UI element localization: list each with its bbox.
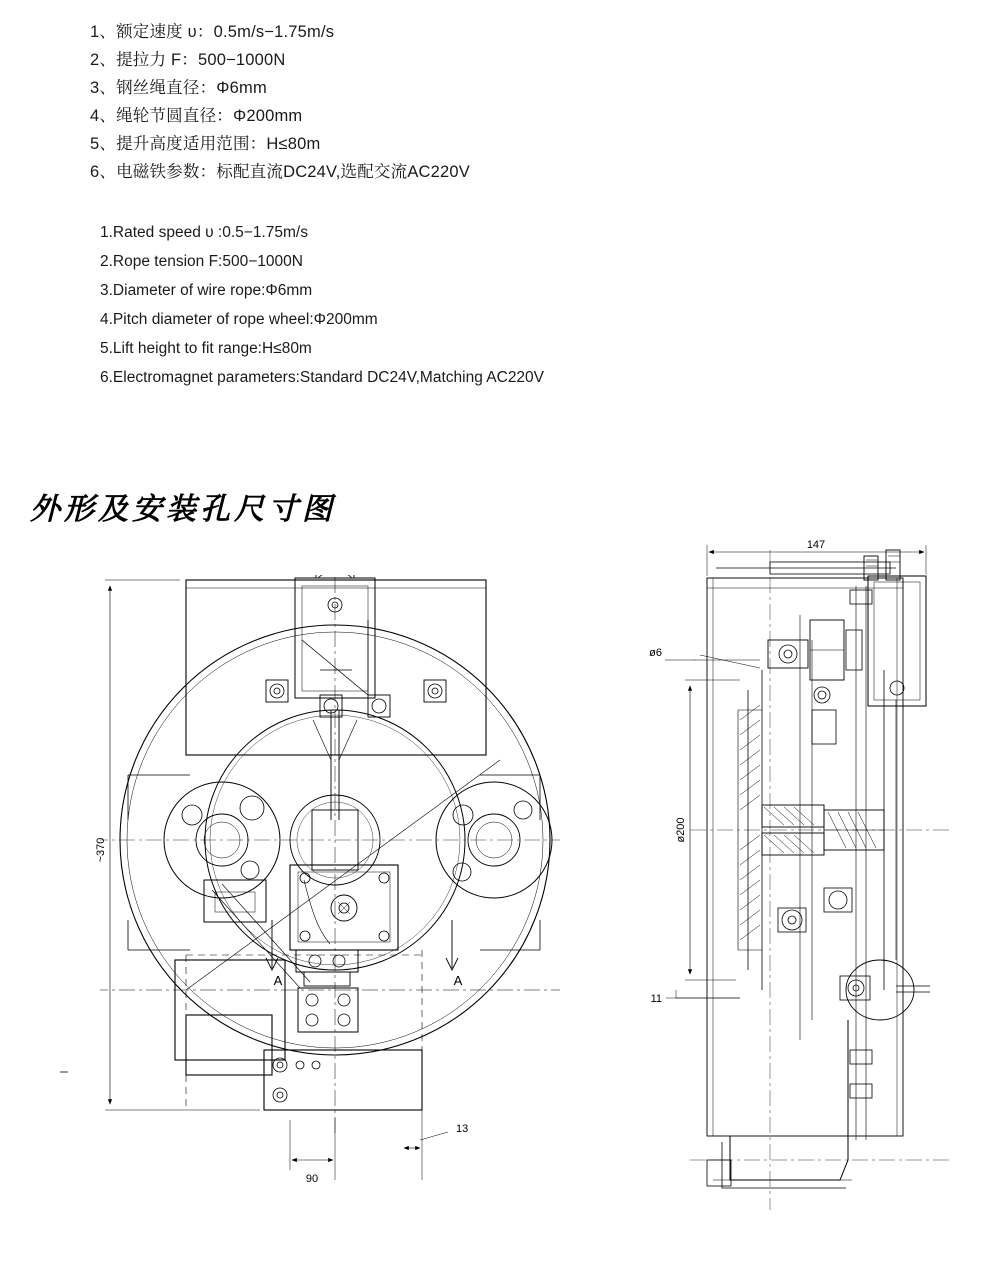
technical-drawing bbox=[0, 520, 1000, 1220]
dimension-labels bbox=[95, 539, 825, 1185]
spec-en-4: 4.Pitch diameter of rope wheel:Φ200mm bbox=[100, 311, 378, 328]
dim-rope-diameter: ø6 bbox=[649, 647, 662, 659]
spec-en-3: 3.Diameter of wire rope:Φ6mm bbox=[100, 282, 313, 299]
spec-en-2: 2.Rope tension F:500−1000N bbox=[100, 253, 303, 270]
spec-cn-1: 1、额定速度 υ：0.5m/s−1.75m/s bbox=[90, 23, 335, 41]
section-markers bbox=[266, 920, 458, 970]
dim-height-370: ~370 bbox=[95, 837, 107, 863]
spec-en-5: 5.Lift height to fit range:H≤80m bbox=[100, 340, 312, 357]
dim-wheel-diameter: ø200 bbox=[675, 817, 687, 843]
section-label-a-left: A bbox=[273, 973, 283, 988]
spec-cn-4: 4、绳轮节圆直径：Φ200mm bbox=[90, 107, 303, 125]
front-view-dimensions bbox=[105, 580, 448, 1180]
dim-thickness-11: 11 bbox=[650, 993, 662, 1005]
section-label-a-right: A bbox=[453, 973, 463, 988]
dim-side-147: 147 bbox=[806, 539, 826, 551]
dim-width-90: 90 bbox=[305, 1173, 319, 1185]
specs-chinese-list bbox=[90, 18, 910, 186]
spec-cn-6: 6、电磁铁参数：标配直流DC24V,选配交流AC220V bbox=[90, 163, 470, 181]
spec-cn-3: 3、钢丝绳直径：Φ6mm bbox=[90, 79, 267, 97]
specs-english-list bbox=[100, 218, 920, 392]
page-title: 外形及安装孔尺寸图 bbox=[30, 492, 336, 527]
spec-en-6: 6.Electromagnet parameters:Standard DC24V,Matching AC220V bbox=[100, 369, 545, 386]
spec-cn-2: 2、提拉力 F：500−1000N bbox=[90, 51, 286, 69]
side-view bbox=[690, 550, 950, 1210]
side-view-dimensions bbox=[665, 545, 926, 998]
dim-width-13: 13 bbox=[456, 1123, 469, 1135]
spec-cn-5: 5、提升高度适用范围：H≤80m bbox=[90, 135, 321, 153]
spec-en-1: 1.Rated speed υ :0.5−1.75m/s bbox=[100, 224, 308, 241]
front-view bbox=[92, 550, 560, 1135]
